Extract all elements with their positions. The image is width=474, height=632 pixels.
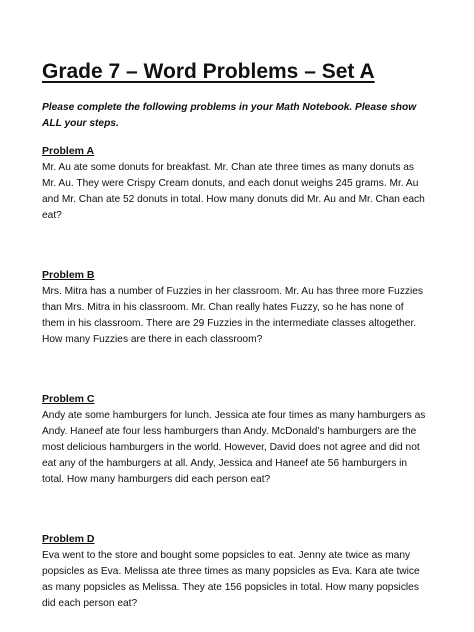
problem-a-heading: Problem A: [42, 145, 95, 157]
problem-d: [42, 532, 434, 612]
problem-c: [42, 392, 434, 488]
problem-b-heading: Problem B: [42, 269, 95, 281]
problem-b: [42, 268, 434, 348]
problem-a-text: Mr. Au ate some donuts for breakfast. Mr. Chan ate three times as many donuts as Mr. Au. They were Crispy Cream donuts, and each donut weighs 245 grams. Mr. Au and Mr. Chan ate 52 donuts in total. How many donuts did Mr. Au and Mr. Chan each eat?: [42, 162, 425, 221]
problem-c-text: Andy ate some hamburgers for lunch. Jessica ate four times as many hamburgers as Andy. Haneef ate four less hamburgers than Andy. McDonald’s hamburgers are the most delicious hamburgers in the world. However, David does not agree and did not eat any of the hamburgers at all. Andy, Jessica and Haneef ate 56 hamburgers in total. How many hamburgers did each person eat?: [42, 410, 426, 485]
problem-a: [42, 144, 434, 224]
instructions: Please complete the following problems in your Math Notebook. Please show ALL your steps.: [42, 102, 417, 129]
problem-d-text: Eva went to the store and bought some popsicles to eat. Jenny ate twice as many popsicles as Eva. Melissa ate three times as many popsicles as Eva. Kara ate twice as many popsicles as Melissa. They ate 156 popsicles in total. How many popsicles did each person eat?: [42, 550, 420, 609]
page-title: Grade 7 – Word Problems – Set A: [42, 60, 375, 83]
problem-d-heading: Problem D: [42, 533, 95, 545]
problem-b-text: Mrs. Mitra has a number of Fuzzies in her classroom. Mr. Au has three more Fuzzies than Mrs. Mitra in his classroom. Mr. Chan really hates Fuzzy, so he has none of them in his classroom. There are 29 Fuzzies in the intermediate classes altogether. How many Fuzzies are there in each classroom?: [42, 286, 424, 345]
problem-c-heading: Problem C: [42, 393, 95, 405]
